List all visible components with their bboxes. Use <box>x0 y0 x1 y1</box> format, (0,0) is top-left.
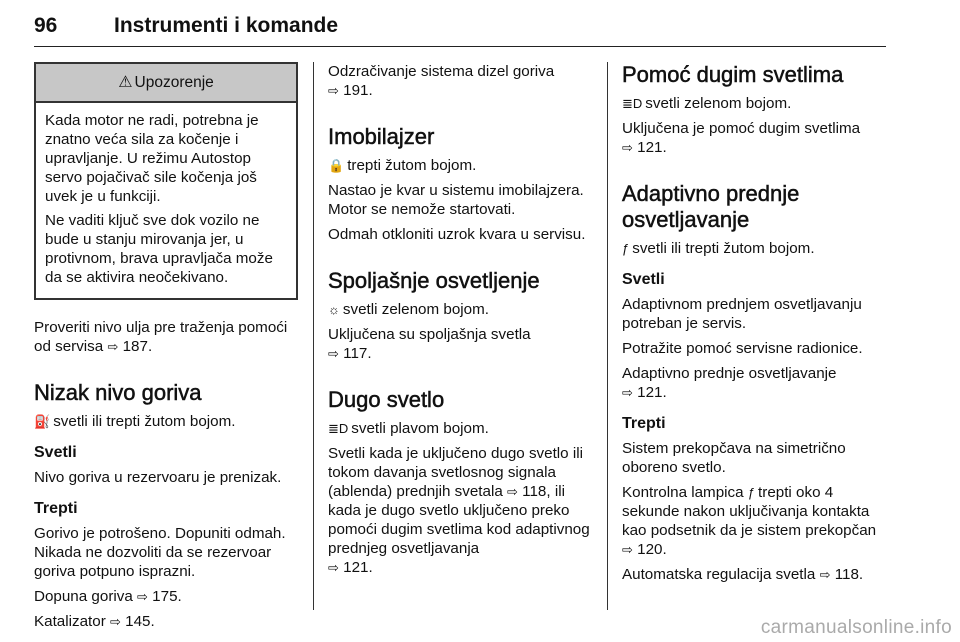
page-reference[interactable]: 121. <box>343 559 373 576</box>
warning-triangle-icon: ⚠ <box>118 74 133 91</box>
watermark: carmanualsonline.info <box>760 617 952 638</box>
column-divider <box>607 62 608 610</box>
section-heading-immobilizer: Imobilajzer <box>328 124 435 149</box>
immobilizer-status: 🔒 trepti žutom bojom. <box>328 157 477 174</box>
reference-arrow-icon: ⇨ <box>507 484 518 499</box>
exterior-light-icon: ☼ <box>328 302 340 317</box>
high-beam-assist-icon: ≣D <box>622 96 643 111</box>
reference-arrow-icon: ⇨ <box>328 560 339 575</box>
column-1 <box>34 62 298 637</box>
warning-box <box>34 62 298 300</box>
auto-light-reference: Automatska regulacija svetla ⇨ 118. <box>622 566 864 583</box>
column-2 <box>328 62 598 583</box>
reference-arrow-icon: ⇨ <box>328 83 339 98</box>
fuel-trepti-text: Gorivo je potrošeno. Dopuniti odmah. Nikada ne dozvoliti da se rezervoar goriva potpuno isprazni. <box>34 525 286 580</box>
reference-arrow-icon: ⇨ <box>622 542 633 557</box>
reference-arrow-icon: ⇨ <box>622 140 633 155</box>
warning-title: Upozorenje <box>134 74 214 91</box>
afl-trepti-text2: Kontrolna lampica ƒ trepti oko 4 sekunde nakon uključivanja kontakta kao podsetnik da je sistem prekopčan ⇨ 120. <box>622 484 877 558</box>
exterior-text: Uključena su spoljašnja svetla ⇨ 117. <box>328 326 531 362</box>
catalyst-reference: Katalizator ⇨ 145. <box>34 613 155 630</box>
assist-text: Uključena je pomoć dugim svetlima ⇨ 121. <box>622 120 861 156</box>
warning-header <box>36 64 296 103</box>
reference-arrow-icon: ⇨ <box>622 385 633 400</box>
assist-status: ≣D svetli zelenom bojom. <box>622 95 792 112</box>
subheading-trepti: Trepti <box>622 415 666 432</box>
page-reference[interactable]: 175. <box>152 588 182 605</box>
afl-svetli-text: Adaptivnom prednjem osvetljavanju potreban je servis. <box>622 296 862 332</box>
oil-paragraph: Proveriti nivo ulja pre traženja pomoći od servisa ⇨ 187. <box>34 319 288 355</box>
page-title: Instrumenti i komande <box>114 14 339 37</box>
adaptive-light-icon: ƒ <box>747 485 756 500</box>
page-number: 96 <box>34 14 58 37</box>
section-heading-high-beam-assist: Pomoć dugim svetlima <box>622 62 844 87</box>
section-heading-fuel: Nizak nivo goriva <box>34 380 202 405</box>
section-heading-high-beam: Dugo svetlo <box>328 387 445 412</box>
high-beam-icon: ≣D <box>328 421 349 436</box>
immobilizer-text: Nastao je kvar u sistemu imobilajzera. Motor se nemože startovati. <box>328 182 584 218</box>
page-reference[interactable]: 117. <box>343 345 372 362</box>
high-beam-status: ≣D svetli plavom bojom. <box>328 420 489 437</box>
afl-trepti-text: Sistem prekopčava na simetrično oboreno svetlo. <box>622 440 846 476</box>
fuel-status: ⛽ svetli ili trepti žutom bojom. <box>34 413 236 430</box>
warning-body <box>36 103 296 298</box>
afl-status: ƒ svetli ili trepti žutom bojom. <box>622 240 815 257</box>
subheading-svetli: Svetli <box>622 271 665 288</box>
adaptive-light-icon: ƒ <box>622 241 630 256</box>
page-reference[interactable]: 145. <box>125 613 155 630</box>
page-reference[interactable]: 191. <box>343 82 373 99</box>
afl-reference: Adaptivno prednje osvetljavanje ⇨ 121. <box>622 365 837 401</box>
reference-arrow-icon: ⇨ <box>328 346 339 361</box>
reference-arrow-icon: ⇨ <box>137 589 148 604</box>
page-reference[interactable]: 187. <box>122 338 153 355</box>
subheading-trepti: Trepti <box>34 500 78 517</box>
page-reference[interactable]: 121. <box>637 139 667 156</box>
section-heading-exterior-lights: Spoljašnje osvetljenje <box>328 268 540 293</box>
page-reference[interactable]: 121. <box>637 384 667 401</box>
reference-arrow-icon: ⇨ <box>110 614 121 629</box>
refuel-reference: Dopuna goriva ⇨ 175. <box>34 588 182 605</box>
immobilizer-key-icon: 🔒 <box>328 158 345 173</box>
diesel-reference: Odzračivanje sistema dizel goriva ⇨ 191. <box>328 63 555 99</box>
high-beam-text: Svetli kada je uključeno dugo svetlo ili tokom davanja svetlosnog signala (ablenda) prednjih svetala ⇨ 118, ili kada je dugo svetlo uključeno preko pomoći dugim svetlima kod adaptivnog prednjeg osvetljavanja ⇨ 121. <box>328 445 590 576</box>
subheading-svetli: Svetli <box>34 444 77 461</box>
page-header <box>34 6 886 47</box>
warning-paragraph: Kada motor ne radi, potrebna je znatno veća sila za kočenje i upravljanje. U režimu Autostop servo pojačivač sile kočenja još uvek je u funkciji. <box>45 112 259 205</box>
afl-svetli-text: Potražite pomoć servisne radionice. <box>622 340 863 357</box>
fuel-svetli-text: Nivo goriva u rezervoaru je prenizak. <box>34 469 282 486</box>
section-heading-adaptive-lighting: Adaptivno prednje osvetljavanje <box>622 181 800 232</box>
column-divider <box>313 62 314 610</box>
warning-paragraph: Ne vaditi ključ sve dok vozilo ne bude u stanju mirovanja jer, u protivnom, brava upravljača može da se aktivira neočekivano. <box>45 212 273 286</box>
page-reference[interactable]: 118. <box>834 566 864 583</box>
reference-arrow-icon: ⇨ <box>107 339 119 354</box>
column-3 <box>622 62 886 590</box>
fuel-pump-icon: ⛽ <box>34 414 51 429</box>
reference-arrow-icon: ⇨ <box>819 567 831 582</box>
page-reference[interactable]: 120. <box>637 541 667 558</box>
immobilizer-text: Odmah otkloniti uzrok kvara u servisu. <box>328 226 586 243</box>
exterior-status: ☼ svetli zelenom bojom. <box>328 301 489 318</box>
page-reference[interactable]: 118 <box>522 483 547 500</box>
